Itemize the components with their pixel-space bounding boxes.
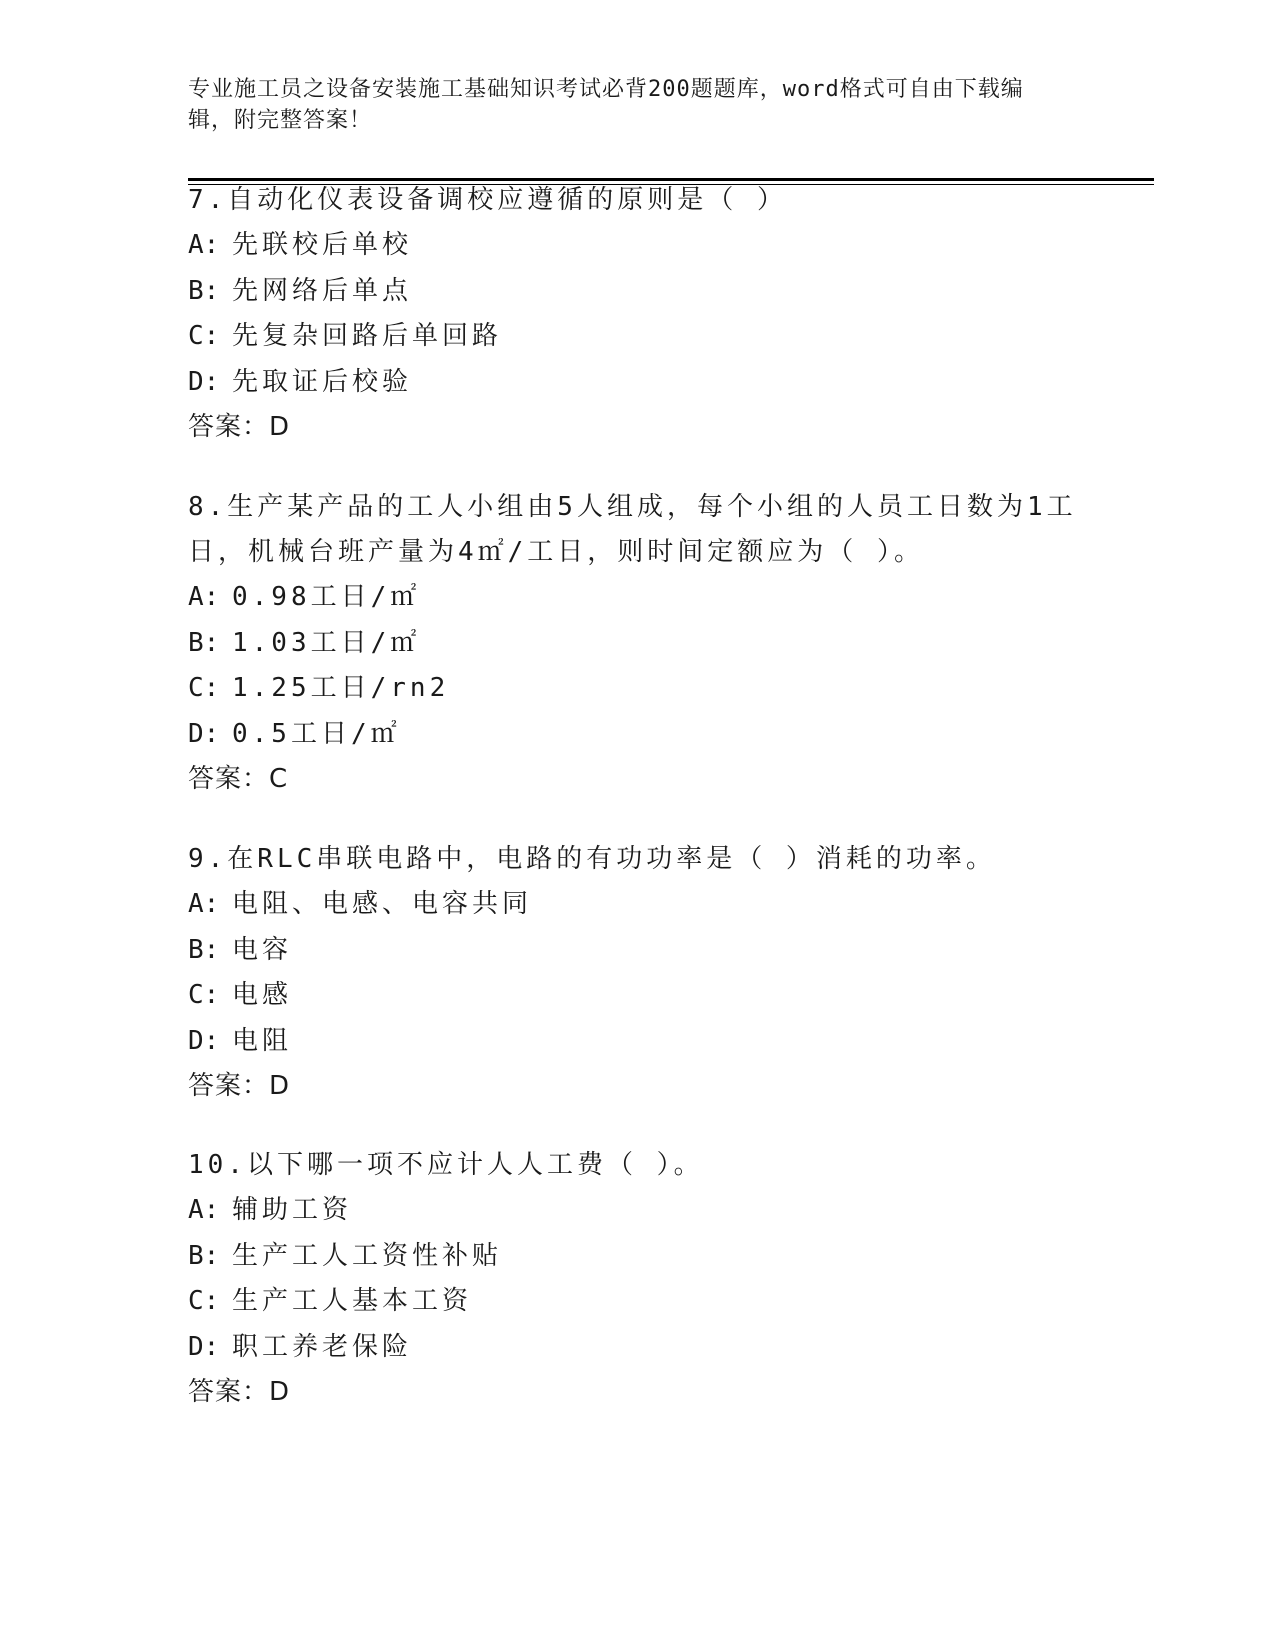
option-letter: C: <box>188 980 220 1010</box>
option-letter: D: <box>188 718 220 749</box>
option-letter: A: <box>188 230 220 260</box>
question-9 <box>188 837 1088 1109</box>
answer: 答案：D <box>188 1377 291 1407</box>
option-c <box>188 973 1088 1019</box>
question-7 <box>188 178 1088 450</box>
question-title: 10.以下哪一项不应计人人工费（ ）。 <box>188 1150 704 1180</box>
option-letter: B: <box>188 275 220 306</box>
option-letter: A: <box>188 889 220 919</box>
option-letter: B: <box>188 934 220 965</box>
option-text: 电感 <box>232 980 293 1010</box>
option-letter: D: <box>188 366 220 397</box>
option-text: 生产工人基本工资 <box>232 1286 473 1316</box>
question-title: 7.自动化仪表设备调校应遵循的原则是（ ） <box>188 185 787 215</box>
option-text: 电阻、电感、电容共同 <box>232 889 533 919</box>
document-header <box>188 74 1068 136</box>
option-letter: C: <box>188 321 220 351</box>
answer: 答案：D <box>188 412 291 442</box>
option-a <box>188 575 1088 621</box>
option-letter: A: <box>188 1195 220 1225</box>
answer: 答案：C <box>188 764 289 794</box>
option-c <box>188 1279 1088 1325</box>
option-letter: B: <box>188 1240 220 1271</box>
option-c <box>188 666 1088 712</box>
option-letter: B: <box>188 627 220 658</box>
option-text: 先联校后单校 <box>232 230 413 260</box>
option-a <box>188 882 1088 928</box>
option-d <box>188 1325 1088 1371</box>
option-text: 辅助工资 <box>232 1195 353 1225</box>
option-text: 0.98工日/㎡ <box>232 582 421 612</box>
option-text: 1.03工日/㎡ <box>232 627 421 658</box>
option-b <box>188 1234 1088 1280</box>
question-title: 8.生产某产品的工人小组由5人组成，每个小组的人员工日数为1工日，机械台班产量为4㎡/工日，则时间定额应为（ ）。 <box>188 492 1077 567</box>
option-text: 电阻 <box>232 1025 293 1056</box>
option-d <box>188 1019 1088 1065</box>
option-c <box>188 314 1088 360</box>
option-d <box>188 712 1088 758</box>
option-text: 先取证后校验 <box>232 366 413 397</box>
option-text: 先复杂回路后单回路 <box>232 321 503 351</box>
option-text: 生产工人工资性补贴 <box>232 1240 503 1271</box>
option-text: 1.25工日/rn2 <box>232 673 450 703</box>
option-letter: D: <box>188 1025 220 1056</box>
option-b <box>188 928 1088 974</box>
option-a <box>188 1188 1088 1234</box>
option-letter: C: <box>188 1286 220 1316</box>
option-b <box>188 621 1088 667</box>
option-text: 职工养老保险 <box>232 1331 413 1362</box>
header-text: 专业施工员之设备安装施工基础知识考试必背200题题库，word格式可自由下载编辑，附完整答案！ <box>188 77 1024 133</box>
question-10 <box>188 1143 1088 1415</box>
question-title: 9.在RLC串联电路中，电路的有功功率是（ ）消耗的功率。 <box>188 844 996 874</box>
option-letter: A: <box>188 582 220 612</box>
option-d <box>188 360 1088 406</box>
question-8 <box>188 485 1088 802</box>
option-letter: C: <box>188 673 220 703</box>
option-text: 电容 <box>232 934 293 965</box>
option-text: 先网络后单点 <box>232 275 413 306</box>
option-letter: D: <box>188 1331 220 1362</box>
answer: 答案：D <box>188 1071 291 1101</box>
option-text: 0.5工日/㎡ <box>232 718 401 749</box>
option-a <box>188 223 1088 269</box>
option-b <box>188 269 1088 315</box>
